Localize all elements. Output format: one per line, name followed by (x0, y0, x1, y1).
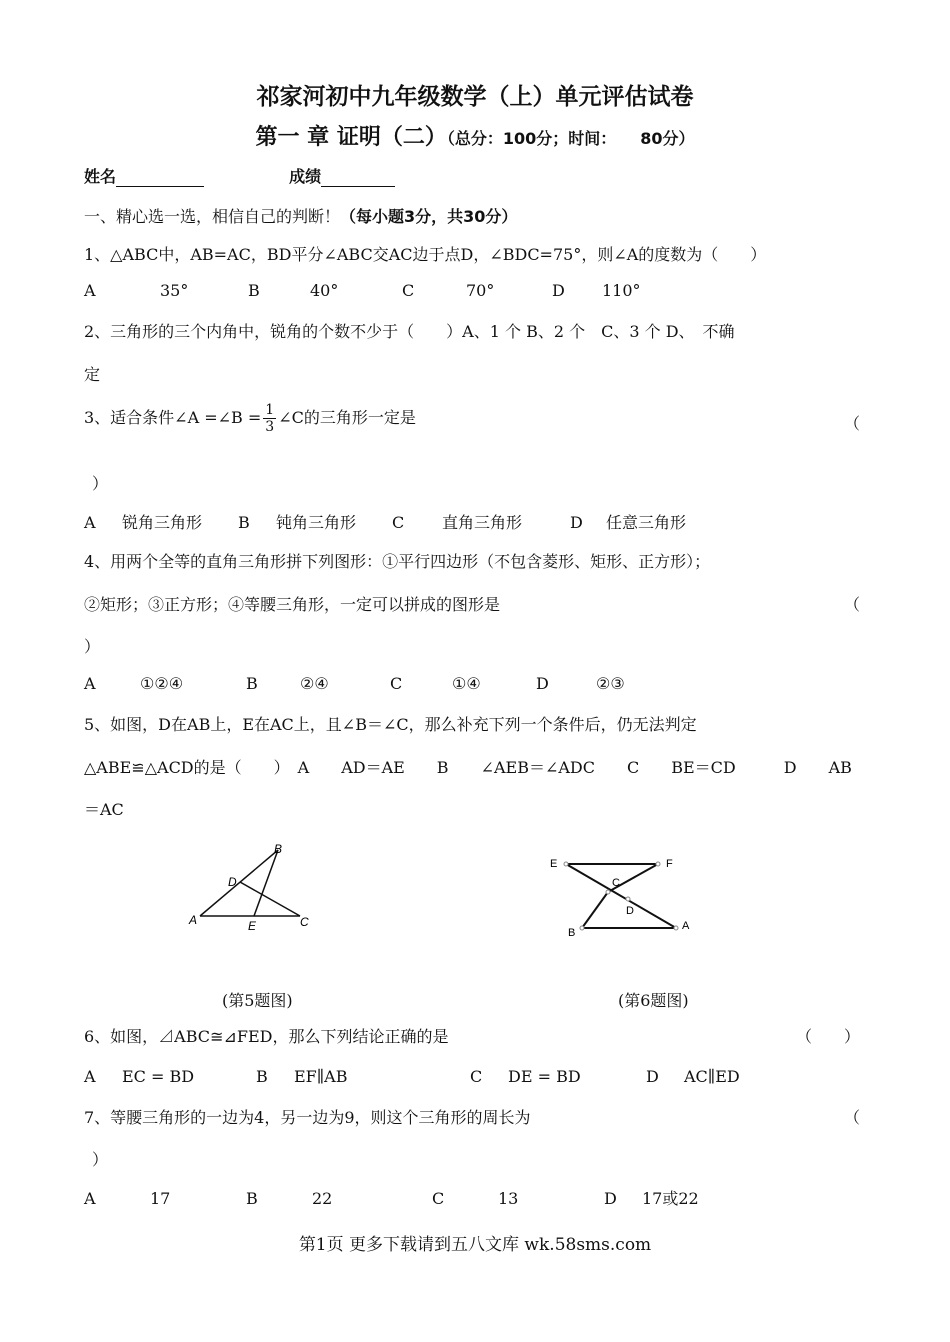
q6-opt-a-value: EC = BD (122, 1067, 195, 1086)
q1-opt-c-letter: C (402, 281, 415, 300)
q4-opt-b-value: ②④ (300, 674, 329, 693)
name-blank[interactable] (116, 168, 204, 187)
q3-opt-d-letter: D (570, 513, 583, 532)
q7-options (84, 1186, 699, 1209)
q3-paren-right: ） (92, 474, 109, 493)
q3-opt-c-letter: C (392, 513, 405, 532)
q6-opt-c-value: DE = BD (508, 1067, 581, 1086)
fig5-label-e: E (248, 919, 257, 933)
q6-opt-d-letter: D (646, 1067, 659, 1086)
q5-line2: △ABE≌△ACD的是（ ） A AD＝AE B ∠AEB＝∠ADC C BE＝CD D AB (84, 758, 852, 777)
fig6-label-a: A (682, 920, 690, 932)
fig6-point-b (580, 926, 584, 930)
q4-opt-d-letter: D (536, 674, 549, 693)
q4-opt-c-value: ①④ (452, 674, 481, 693)
q1-opt-c-value: 70° (466, 281, 495, 300)
q4-opt-c-letter: C (390, 674, 403, 693)
student-info (84, 164, 395, 187)
score-blank[interactable] (321, 168, 395, 187)
q6-opt-b-letter: B (256, 1067, 268, 1086)
q6-opt-d-value: AC∥ED (684, 1067, 740, 1086)
figure-6 (540, 848, 700, 948)
name-label: 姓名 (84, 167, 117, 186)
q6-opt-a-letter: A (84, 1067, 96, 1086)
q4-line1: 4、用两个全等的直角三角形拼下列图形：①平行四边形（不包含菱形、矩形、正方形）； (84, 552, 711, 571)
fig5-segment-dc (240, 882, 300, 916)
q1-opt-a-letter: A (84, 281, 96, 300)
score-label: 成绩 (289, 167, 322, 186)
q7-paren-left: （ (843, 1108, 860, 1127)
figure-5 (180, 838, 330, 938)
q3-fraction (263, 402, 276, 435)
fig5-label-c: C (300, 915, 309, 929)
exam-meta: （总分：100分；时间： 80分） (446, 129, 695, 148)
fig5-label-d: D (228, 875, 237, 889)
q3-fraction-den: 3 (265, 419, 275, 435)
q3-opt-a-letter: A (84, 513, 96, 532)
q5-line1: 5、如图，D在AB上，E在AC上，且∠B＝∠C，那么补充下列一个条件后，仍无法判定 (84, 715, 697, 734)
section1-note: （每小题3分，共30分） (340, 207, 518, 226)
fig6-segment-cb (582, 892, 608, 928)
q3-opt-a-value: 锐角三角形 (122, 513, 203, 532)
page-footer: 第1页 更多下载请到五八文库 wk.58sms.com (298, 1235, 652, 1255)
q7-opt-d-value: 17或22 (642, 1189, 699, 1208)
fig6-point-e (564, 862, 568, 866)
q3-text (84, 402, 416, 435)
q7-opt-d-letter: D (604, 1189, 617, 1208)
q4-paren-right: ） (84, 637, 101, 656)
q1-opt-d-value: 110° (602, 281, 641, 300)
q4-opt-b-letter: B (246, 674, 258, 693)
q7-paren-right: ） (92, 1150, 109, 1169)
q7-opt-a-value: 17 (150, 1189, 171, 1208)
q1-text: 1、△ABC中，AB=AC，BD平分∠ABC交AC边于点D，∠BDC=75°，则∠A的度数为（ ） (84, 245, 767, 264)
q7-opt-a-letter: A (84, 1189, 96, 1208)
q3-fraction-num: 1 (265, 402, 275, 418)
q4-opt-a-value: ①②④ (140, 674, 184, 693)
fig6-label-f: F (666, 858, 673, 870)
q4-line2: ②矩形；③正方形；④等腰三角形，一定可以拼成的图形是 (84, 595, 501, 614)
q6-text: 6、如图，⊿ABC≅⊿FED，那么下列结论正确的是 (84, 1027, 449, 1046)
q1-opt-b-value: 40° (310, 281, 339, 300)
q2-line2: 定 (84, 365, 101, 384)
q3-paren-left: （ (843, 414, 860, 433)
q7-text: 7、等腰三角形的一边为4，另一边为9，则这个三角形的周长为 (84, 1108, 531, 1127)
q7-opt-b-letter: B (246, 1189, 258, 1208)
q6-paren: （ ） (795, 1027, 860, 1046)
exam-subtitle (0, 120, 950, 151)
fig6-caption: (第6题图) (618, 991, 689, 1010)
q7-opt-b-value: 22 (312, 1189, 333, 1208)
q3-post: ∠C的三角形一定是 (278, 408, 416, 427)
fig6-label-b: B (568, 927, 576, 939)
q6-options (84, 1067, 740, 1086)
fig6-point-c (606, 890, 610, 894)
q4-opt-a-letter: A (84, 674, 96, 693)
q1-opt-b-letter: B (248, 281, 260, 300)
q5-line3: ＝AC (84, 800, 124, 819)
section1-title: 一、精心选一选，相信自己的判断！ (84, 207, 341, 226)
q1-options (84, 281, 641, 300)
q3-opt-d-value: 任意三角形 (606, 513, 687, 532)
q7-opt-c-value: 13 (498, 1189, 519, 1208)
q6-opt-c-letter: C (470, 1067, 483, 1086)
fig6-label-c: C (612, 877, 620, 889)
q4-options (84, 674, 625, 693)
fig6-point-f (656, 862, 660, 866)
fig6-segment-ea (566, 864, 676, 928)
q6-opt-b-value: EF∥AB (294, 1067, 348, 1086)
q3-opt-b-letter: B (238, 513, 250, 532)
q7-opt-c-letter: C (432, 1189, 445, 1208)
chapter-title: 第一 章 证明（二） (255, 125, 447, 150)
q4-paren-left: （ (843, 595, 860, 614)
section1-heading (84, 204, 517, 227)
q1-opt-a-value: 35° (160, 281, 189, 300)
q3-opt-b-value: 钝角三角形 (276, 513, 357, 532)
fig6-label-e: E (550, 858, 558, 870)
q4-opt-d-value: ②③ (596, 674, 625, 693)
q1-opt-d-letter: D (552, 281, 565, 300)
fig5-label-a: A (189, 913, 198, 927)
q3-options (84, 510, 686, 533)
fig6-point-a (674, 926, 678, 930)
q3-pre: 3、适合条件∠A =∠B = (84, 408, 262, 427)
fig5-label-b: B (274, 842, 283, 856)
q2-line1: 2、三角形的三个内角中，锐角的个数不少于（ ）A、1 个 B、2 个 C、3 个 D、 不确 (84, 322, 735, 341)
q3-opt-c-value: 直角三角形 (442, 513, 523, 532)
fig6-point-d (626, 897, 630, 901)
fig5-caption: (第5题图) (222, 991, 293, 1010)
exam-title: 祁家河初中九年级数学（上）单元评估试卷 (256, 84, 694, 110)
fig6-label-d: D (626, 905, 634, 917)
